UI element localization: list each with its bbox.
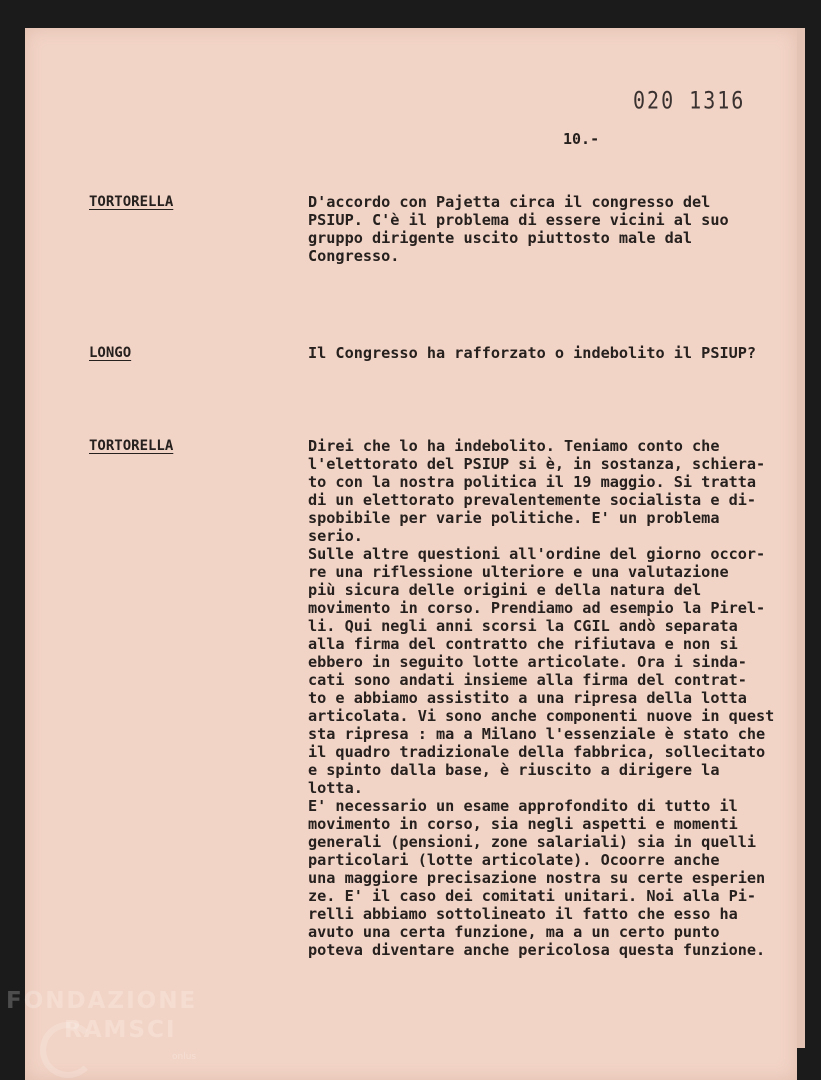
page-number: 10.- <box>563 130 600 148</box>
speech-text: D'accordo con Pajetta circa il congresso del PSIUP. C'è il problema di essere vicini al suo gruppo dirigente uscito piuttosto male dal Congresso. <box>308 193 729 265</box>
watermark-suffix: onlus <box>172 1052 197 1062</box>
watermark-logo <box>6 990 197 1042</box>
archive-number: 020 1316 <box>633 85 746 115</box>
watermark-line1: FONDAZIONE <box>6 988 198 1014</box>
speaker-label: TORTORELLA <box>89 194 174 210</box>
watermark-g-icon <box>40 1022 96 1078</box>
speaker-label: LONGO <box>89 345 132 361</box>
speaker-label: TORTORELLA <box>89 438 174 454</box>
watermark-line2: RAMSCI <box>64 1017 177 1043</box>
page-edge <box>797 28 805 1048</box>
speech-text: Direi che lo ha indebolito. Teniamo conto che l'elettorato del PSIUP si è, in sostanza, schiera- to con la nostra politica il 19 maggio. Si tratta di un elettorato prevalentemente socialista e di- spobibile per varie politiche. E' un problema serio. Sulle altre questioni all'ordine del giorno occor- re una riflessione ulteriore e una valutazione più sicura delle origini e della natura del movimento in corso. Prendiamo ad esempio la Pirel- li. Qui negli anni scorsi la CGIL andò separata alla firma del contratto che rifiutava e non si ebbero in seguito lotte articolate. Ora i sinda- cati sono andati insieme alla firma del contrat- to e abbiamo assistito a una ripresa della lotta articolata. Vi sono anche componenti nuove in quest sta ripresa : ma a Milano l'essenziale è stato che il quadro tradizionale della fabbrica, sollecitato e spinto dalla base, è riuscito a dirigere la lotta. E' necessario un esame approfondito di tutto il movimento in corso, sia negli aspetti e momenti generali (pensioni, zone salariali) sia in quelli particolari (lotte articolate). Ocoorre anche una maggiore precisazione nostra su certe esperien ze. E' il caso dei comitati unitari. Noi alla Pi- relli abbiamo sottolineato il fatto che esso ha avuto una certa funzione, ma a un certo punto poteva diventare anche pericolosa questa funzione. <box>308 437 775 959</box>
speech-text: Il Congresso ha rafforzato o indebolito il PSIUP? <box>308 344 757 362</box>
